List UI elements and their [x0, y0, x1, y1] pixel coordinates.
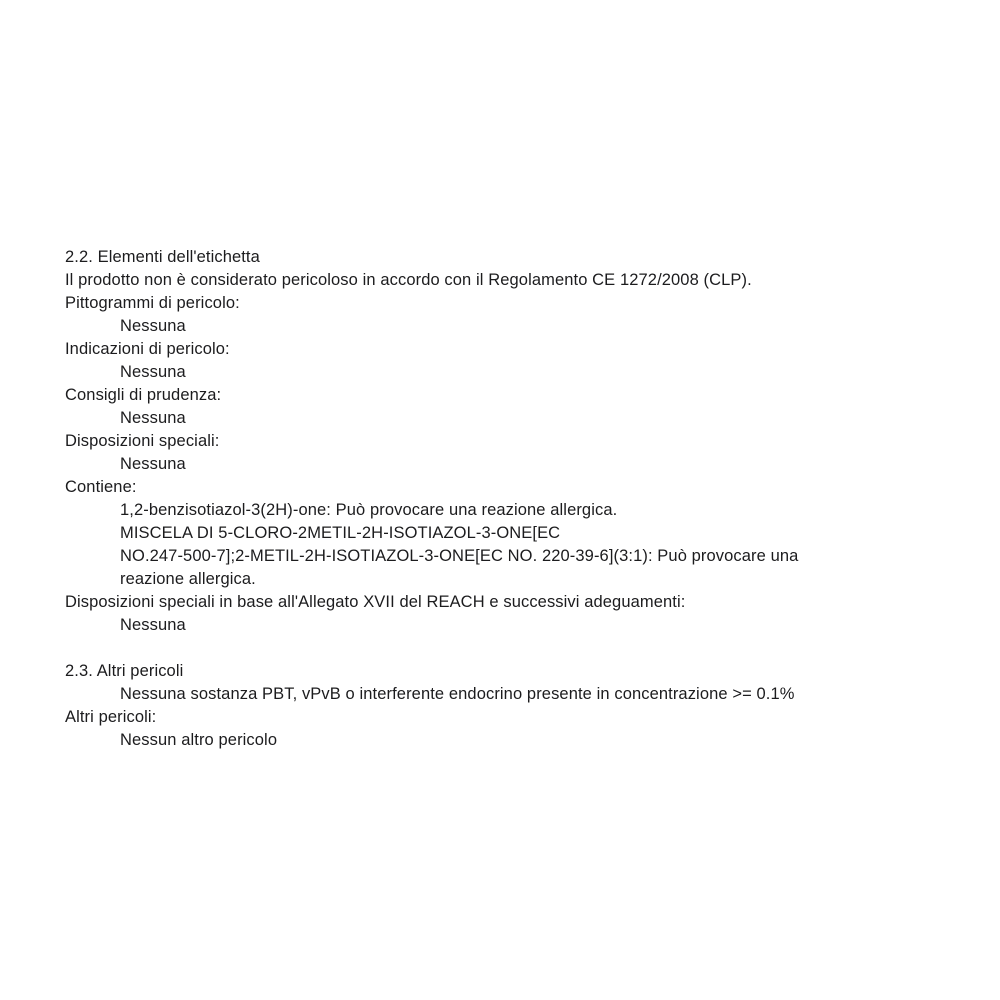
section-2-2-heading: 2.2. Elementi dell'etichetta [65, 248, 260, 266]
value-reach-allegato-xvii: Nessuna [120, 616, 186, 634]
label-consigli-di-prudenza: Consigli di prudenza: [65, 386, 222, 404]
clp-statement: Il prodotto non è considerato pericoloso in accordo con il Regolamento CE 1272/2008 (CLP). [65, 271, 752, 289]
value-altri-pericoli: Nessun altro pericolo [120, 731, 278, 749]
label-indicazioni-di-pericolo: Indicazioni di pericolo: [65, 340, 230, 358]
label-contiene: Contiene: [65, 478, 137, 496]
label-disposizioni-speciali: Disposizioni speciali: [65, 432, 220, 450]
section-2-3-heading: 2.3. Altri pericoli [65, 662, 184, 680]
value-disposizioni-speciali: Nessuna [120, 455, 186, 473]
section-gap [65, 637, 945, 660]
pbt-vpvb-statement: Nessuna sostanza PBT, vPvB o interferente endocrino presente in concentrazione >= 0.1% [120, 685, 795, 703]
label-altri-pericoli: Altri pericoli: [65, 708, 157, 726]
contiene-item-miscela-line-3: reazione allergica. [120, 570, 256, 588]
document-page [65, 246, 945, 752]
value-indicazioni-di-pericolo: Nessuna [120, 363, 186, 381]
contiene-item-benzisotiazol: 1,2-benzisotiazol-3(2H)-one: Può provocare una reazione allergica. [120, 501, 618, 519]
contiene-item-miscela-line-2: NO.247-500-7];2-METIL-2H-ISOTIAZOL-3-ONE[EC NO. 220-39-6](3:1): Può provocare una [120, 547, 799, 565]
value-consigli-di-prudenza: Nessuna [120, 409, 186, 427]
label-pittogrammi-di-pericolo: Pittogrammi di pericolo: [65, 294, 240, 312]
label-reach-allegato-xvii: Disposizioni speciali in base all'Allegato XVII del REACH e successivi adeguamenti: [65, 593, 686, 611]
contiene-item-miscela-line-1: MISCELA DI 5-CLORO-2METIL-2H-ISOTIAZOL-3-ONE[EC [120, 524, 561, 542]
value-pittogrammi-di-pericolo: Nessuna [120, 317, 186, 335]
